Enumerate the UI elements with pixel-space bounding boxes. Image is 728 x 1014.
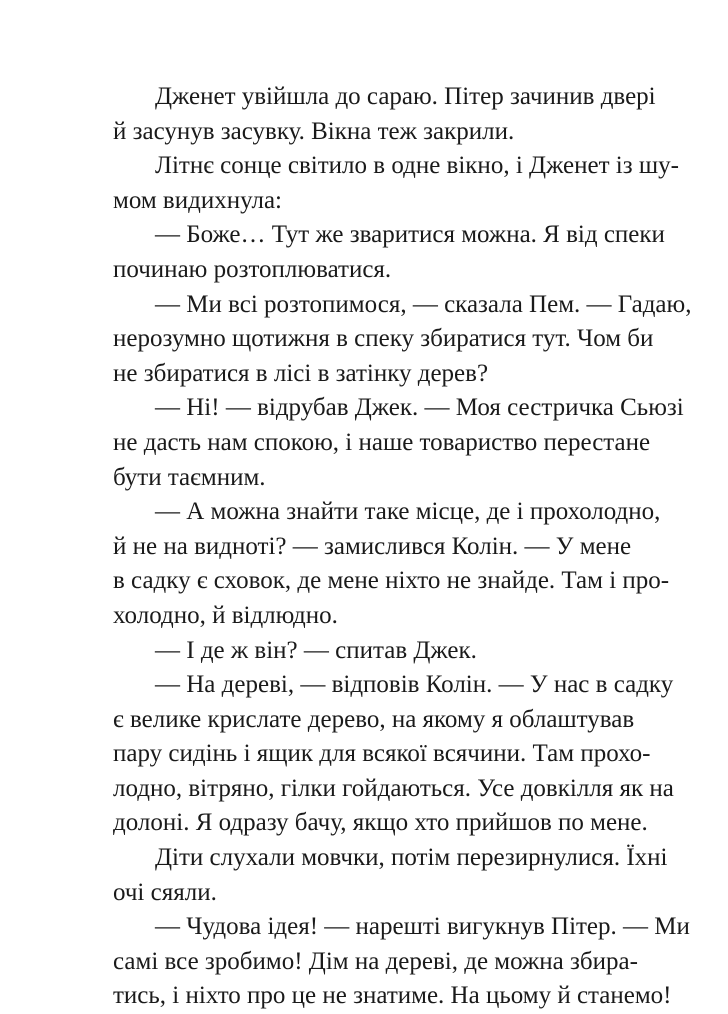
text-line: — І де ж він? — спитав Джек. — [155, 636, 477, 664]
text-line: лодно, вітряно, гілки гойдаються. Усе довкілля як на — [113, 774, 674, 802]
text-line: — А можна знайти таке місце, де і прохолодно, — [155, 498, 661, 526]
text-line: самі все зробимо! Дім на дереві, де можна збира- — [113, 947, 638, 975]
text-line: тись, і ніхто про це не знатиме. На цьому й станемо! — [113, 982, 672, 1010]
text-line: — Ні! — відрубав Джек. — Моя сестричка Сьюзі — [155, 394, 684, 422]
text-line: Діти слухали мовчки, потім перезирнулися. Їхні — [155, 844, 668, 872]
text-line: холодно, й відлюдно. — [113, 601, 338, 629]
text-line: очі сяяли. — [113, 878, 217, 906]
text-line: Літнє сонце світило в одне вікно, і Дженет із шу- — [155, 152, 679, 180]
text-line: мом видихнула: — [113, 186, 282, 214]
text-line: — Чудова ідея! — нарешті вигукнув Пітер. — Ми — [155, 913, 690, 941]
page-text — [113, 80, 692, 1014]
text-line: не дасть нам спокою, і наше товариство перестане — [113, 428, 651, 456]
text-line: Дженет увійшла до сараю. Пітер зачинив двері — [155, 83, 656, 110]
text-line: бути таємним. — [113, 463, 266, 491]
text-line: не збиратися в лісі в затінку дерев? — [113, 359, 489, 387]
text-line: починаю розтоплюватися. — [113, 255, 392, 283]
text-line: — Боже… Тут же зваритися можна. Я від спеки — [155, 221, 665, 249]
text-line: пару сидінь і ящик для всякої всячини. Там прохо- — [113, 740, 651, 768]
text-line: є велике крислате дерево, на якому я облаштував — [113, 705, 635, 733]
text-line: в садку є сховок, де мене ніхто не знайде. Там і про- — [113, 567, 670, 595]
text-line: долоні. Я одразу бачу, якщо хто прийшов по мене. — [113, 809, 648, 837]
text-line: — На дереві, — відповів Колін. — У нас в садку — [155, 671, 674, 699]
text-line: нерозумно щотижня в спеку збиратися тут. Чом би — [113, 325, 654, 353]
text-line: й не на видноті? — замислився Колін. — У мене — [113, 532, 632, 560]
text-line: — Ми всі розтопимося, — сказала Пем. — Гадаю, — [155, 290, 692, 318]
text-line: й засунув засувку. Вікна теж закрили. — [113, 117, 515, 145]
